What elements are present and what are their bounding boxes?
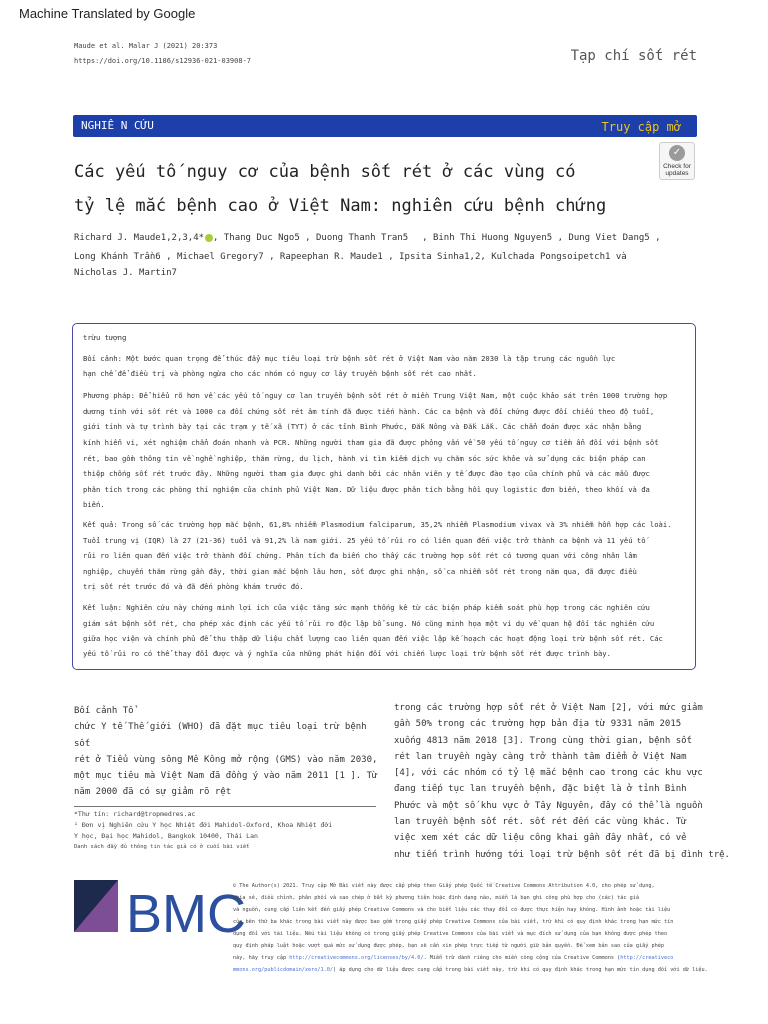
- license-line: và nguồn, cung cấp liên kết đến giấy phép Creative Commons và cho biết liệu các thay đổi có được thực hiện hay không. Hình ảnh hoặc tài liệu: [233, 907, 671, 913]
- authors-line1: [74, 233, 661, 243]
- abstract-methods-6: thiệp chống sốt rét trước đây. Những người tham gia được ghi danh bởi các nhân viên y tế được đào tạo của chính phủ và các mẫu được: [83, 469, 650, 478]
- abstract-background-2: hạn chế để điều trị và phòng ngừa cho các nhóm có nguy cơ lây truyền bệnh sốt rét cao nhất.: [83, 369, 477, 378]
- cc0-link[interactable]: http://creativeco: [620, 955, 674, 961]
- license-line: chia sẻ, điều chỉnh, phân phối và sao chép ở bất kỳ phương tiện hoặc định dạng nào, miễn là bạn ghi công phù hợp cho (các) tác giả: [233, 895, 640, 901]
- abstract-results-4: nghiệp, chuyến thăm rừng gần đây, thời gian mắc bệnh lâu hơn, sốt được ghi nhận, số ca nhiễm sốt rét trong năm qua, đã được điều: [83, 567, 637, 576]
- authors-group-c: , Binh Thi Huong Nguyen5 , Dung Viet Dang5 ,: [422, 233, 661, 243]
- authors-group-b: , Thang Duc Ngo5 , Duong Thanh Tran5: [213, 233, 409, 243]
- badge-label: Check for updates: [663, 163, 691, 177]
- abstract-results-5: trị sốt rét trước đó và đã đến phòng khám trước đó.: [83, 582, 304, 591]
- author-info-note: Danh sách đầy đủ thông tin tác giả có ở cuối bài viết: [74, 844, 250, 850]
- right-body-line: như tiến trình hướng tới loại trừ bệnh sốt rét đã bị đình trệ.: [394, 849, 730, 860]
- license-line: quy định pháp luật hoặc vượt quá mức sử dụng được phép, bạn sẽ cần xin phép trực tiếp từ người giữ bản quyền. Để xem bản sao của giấy phép: [233, 943, 664, 949]
- left-column: [74, 703, 384, 801]
- abstract-box: [72, 323, 696, 670]
- right-body-line: đang tiếp tục lan truyền bệnh, đặc biệt là ở tỉnh Bình: [394, 784, 687, 795]
- right-body-line: gần 50% trong các trường hợp bản địa từ 9331 năm 2015: [394, 719, 682, 730]
- abstract-results-1: Kết quả: Trong số các trường hợp mắc bệnh, 61,8% nhiễm Plasmodium falciparum, 35,2% nhiễm Plasmodium vivax và 3% nhiễm hỗn hợp các loài.: [83, 520, 672, 529]
- author-maude[interactable]: Richard J. Maude1,2,3,4*: [74, 233, 205, 243]
- correspondence-note: *Thư tín: richard@tropmedres.ac: [74, 810, 196, 818]
- article-title-line2: tỷ lệ mắc bệnh cao ở Việt Nam: nghiên cứu bệnh chứng: [74, 196, 607, 216]
- abstract-results-3: rủi ro liên quan đến việc trở thành đối chứng. Phân tích đa biến cho thấy các trường hợp sốt rét có tương quan với công nhân lâm: [83, 551, 637, 560]
- license-text-part: ) áp dụng cho dữ liệu được cung cấp trong bài viết này, trừ khi có quy định khác trong hạn mức tín dụng đối với dữ liệu.: [332, 967, 708, 973]
- doi-link[interactable]: https://doi.org/10.1186/s12936-021-03908-7: [74, 57, 252, 65]
- abstract-conclusion-2: giám sát bệnh sốt rét, cho phép xác định các yếu tố rủi ro độc lập bổ sung. Nó cũng minh họa một ví dụ về quan hệ đối tác nghiên cứu: [83, 619, 655, 628]
- section-label: NGHIÊ N CỨU: [81, 119, 154, 132]
- license-text-part: . Miễn trừ dành riêng cho miền công cộng của Creative Commons (: [423, 955, 621, 961]
- abstract-methods-1: Phương pháp: Để hiểu rõ hơn về các yếu tố nguy cơ lan truyền bệnh sốt rét ở miền Trung Việt Nam, một cuộc khảo sát trên 1000 trường hợp: [83, 391, 668, 400]
- cc-by-link[interactable]: http://creativecommons.org/licenses/by/4.0/: [289, 955, 424, 961]
- license-line: © The Author(s) 2021. Truy cập Mở Bài viết này được cấp phép theo Giấy phép Quốc tế Creative Commons Attribution 4.0, cho phép sử dụng,: [233, 883, 655, 889]
- left-body-line: một mục tiêu mà Việt Nam đã đồng ý vào năm 2011 [1 ]. Từ: [74, 771, 378, 782]
- left-body-line: chức Y tế Thế giới (WHO) đã đặt mục tiêu loại trừ bệnh sốt: [74, 722, 367, 749]
- right-body-line: Phước và một số khu vực ở Tây Nguyên, đây có thể là nguồn: [394, 800, 703, 811]
- abstract-methods-4: kính hiển vi, xét nghiệm chẩn đoán nhanh và PCR. Những người tham gia đã được phỏng vấn về 50 yếu tố nguy cơ tiềm ẩn đối với bệnh sốt: [83, 438, 659, 447]
- article-title-line1: Các yếu tố nguy cơ của bệnh sốt rét ở các vùng có: [74, 162, 576, 182]
- authors-line3: Nicholas J. Martin7: [74, 268, 177, 278]
- affiliation-note-1: ¹ Đơn vị Nghiên cứu Y học Nhiệt đới Mahidol-Oxford, Khoa Nhiệt đới: [74, 821, 333, 829]
- abstract-conclusion-3: giữa học viện và chính phủ để thu thập dữ liệu chất lượng cao liên quan đến việc lập kế hoạch các hoạt động loại trừ bệnh sốt rét. Các: [83, 634, 663, 643]
- abstract-heading: trừu tượng: [83, 333, 127, 342]
- license-line: [233, 964, 713, 976]
- bmc-logo-text: BMC: [126, 884, 246, 944]
- affiliation-note-2: Y học, Đại học Mahidol, Bangkok 10400, Thái Lan: [74, 832, 258, 840]
- right-body-line: [4], với các nhóm có tỷ lệ mắc bệnh cao trong các khu vực: [394, 768, 703, 779]
- abstract-methods-3: giới tính và tự trình bày tại các trạm y tế xã (TYT) ở các tỉnh Bình Phước, Đắk Nông và Đắk Lắk. Các chẩn đoán được xác nhận bằng: [83, 422, 642, 431]
- right-body-line: lan truyền bệnh sốt rét. sốt rét đến các vùng khác. Từ: [394, 817, 687, 828]
- right-body-line: xuống 4813 năm 2018 [3]. Trong cùng thời gian, bệnh sốt: [394, 735, 693, 746]
- background-heading: Bối cảnh Tổ: [74, 706, 134, 716]
- license-line: [233, 952, 713, 964]
- journal-name: Tạp chí sốt rét: [570, 48, 697, 64]
- bookmark-icon: ✓: [669, 145, 685, 161]
- license-line: dụng đối với tài liệu. Nếu tài liệu không có trong giấy phép Creative Commons của bài viết và mục đích sử dụng của bạn không được phép theo: [233, 931, 668, 937]
- abstract-results-2: Tuổi trung vị (IQR) là 27 (21-36) tuổi và 91,2% là nam giới. 25 yếu tố rủi ro có liên quan đến việc trở thành ca bệnh và 11 yếu tố: [83, 536, 646, 545]
- check-for-updates-badge[interactable]: [659, 142, 695, 180]
- license-text: [233, 880, 713, 976]
- abstract-methods-2: dương tính với sốt rét và 1000 ca đối chứng sốt rét âm tính đã được tiến hành. Các ca bệnh và đối chứng được đối chiếu theo độ tuổi,: [83, 407, 655, 416]
- translate-label: Machine Translated by Google: [19, 6, 196, 21]
- license-line: của bên thứ ba khác trong bài viết này được bao gồm trong giấy phép Creative Commons của bài viết, trừ khi có quy định khác trong hạn mức tín: [233, 919, 674, 925]
- abstract-conclusion-4: yếu tố rủi ro có thể thay đổi được và ý nghĩa của những phát hiện đối với chiến lược loại trừ bệnh sốt rét được trình bày.: [83, 649, 611, 658]
- right-body-line: rét lan truyền ngày càng trở thành tâm điểm ở Việt Nam: [394, 751, 687, 762]
- citation: Maude et al. Malar J (2021) 20:373: [74, 42, 218, 50]
- section-banner: [73, 115, 697, 137]
- left-body-line: năm 2000 đã có sự giảm rõ rệt: [74, 787, 232, 798]
- abstract-methods-5: rét, bao gồm thông tin về nghề nghiệp, thăm rừng, du lịch, hành vi tìm kiếm dịch vụ chăm sóc sức khỏe và sử dụng các biện pháp can: [83, 454, 646, 463]
- abstract-conclusion-1: Kết luận: Nghiên cứu này chứng minh lợi ích của việc tăng sức mạnh thống kê từ các biện pháp kiểm soát phù hợp trong các nghiên cứu: [83, 603, 650, 612]
- orcid-icon[interactable]: [205, 234, 213, 242]
- right-body-line: trong các trường hợp sốt rét ở Việt Nam [2], với mức giảm: [394, 703, 703, 713]
- authors-line2: Long Khánh Trần6 , Michael Gregory7 , Rapeephan R. Maude1 , Ipsita Sinha1,2, Kulchada Pongsoipetch1 và: [74, 252, 627, 262]
- cc0-link-continued[interactable]: mmons.org/publicdomain/zero/1.0/: [233, 967, 333, 973]
- right-body-line: việc xem xét các dữ liệu công khai gần đây nhất, có vẻ: [394, 833, 687, 844]
- abstract-methods-7: phân tích trong các phòng thí nghiệm của chính phủ Việt Nam. Dữ liệu được phân tích bằng hồi quy logistic đơn biến, theo khối và đa: [83, 485, 650, 494]
- abstract-methods-8: biến.: [83, 500, 105, 509]
- abstract-background-1: Bối cảnh: Một bước quan trọng để thúc đẩy mục tiêu loại trừ bệnh sốt rét ở Việt Nam vào năm 2030 là tập trung các nguồn lực: [83, 354, 616, 363]
- license-text-part: này, hãy truy cập: [233, 955, 290, 961]
- left-body-line: rét ở Tiểu vùng sông Mê Kông mở rộng (GMS) vào năm 2030,: [74, 754, 378, 765]
- right-column: [394, 700, 734, 863]
- footnote-divider: [74, 806, 376, 807]
- open-access-label: Truy cập mở: [601, 120, 681, 134]
